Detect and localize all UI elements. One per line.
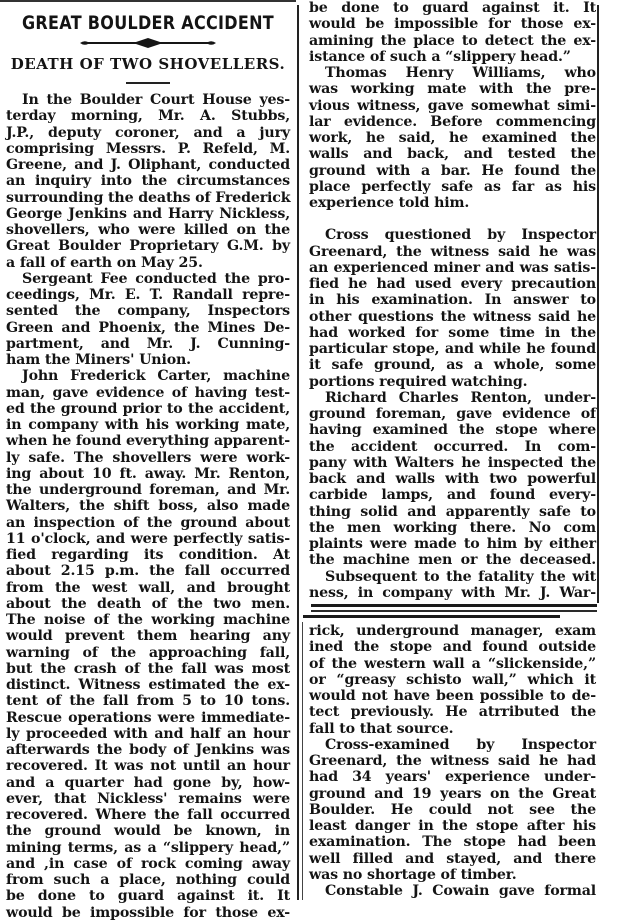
text-line: ground foreman, gave evidence of xyxy=(309,406,596,422)
text-line: an inquiry into the circumstances xyxy=(6,173,290,190)
text-line: it safe ground, as a whole, some xyxy=(309,357,596,374)
text-line: istance of such a “slippery head.” xyxy=(309,48,571,65)
text-line: mining terms, as a “slippery head,” xyxy=(6,839,290,856)
text-line: warning of the approaching fall, xyxy=(6,644,290,661)
text-line: partment, and Mr. J. Cunning- xyxy=(6,335,290,352)
text-line: Cross-examined by Inspector xyxy=(325,736,596,753)
text-line: Rescue operations were immediate- xyxy=(6,709,290,726)
right-bottom-text xyxy=(309,623,596,899)
text-line: the accident occurred. In com- xyxy=(309,438,596,455)
headline-ornament-divider xyxy=(78,37,218,49)
text-line: work, he said, he examined the xyxy=(309,130,596,146)
text-line: fall to that source. xyxy=(309,720,454,737)
text-line: rick, underground manager, exam xyxy=(309,623,596,639)
left-column xyxy=(6,0,291,921)
text-line: in his examination. In answer to xyxy=(309,292,596,309)
text-line: was working mate with the pre- xyxy=(309,81,596,98)
text-line: least danger in the stope after his xyxy=(309,818,596,834)
text-line: Cross questioned by Inspector xyxy=(325,227,596,244)
text-line: ly proceeded with and half an hour xyxy=(6,725,290,742)
text-line: Greenard, the witness said he had xyxy=(309,753,596,769)
text-line: shovellers, who were killed on the xyxy=(6,222,290,238)
text-line: and ,in case of rock coming away xyxy=(6,855,290,872)
text-line: the machine men or the deceased. xyxy=(309,552,596,569)
text-line: afterwards the body of Jenkins was xyxy=(6,742,290,758)
text-line: lar evidence. Before commencing xyxy=(309,113,596,130)
text-line: would be impossible for those ex- xyxy=(309,16,596,33)
text-line: distinct. Witness estimated the ex- xyxy=(6,677,290,693)
section-separator-rule-lower xyxy=(303,615,560,618)
text-line: an inspection of the ground about xyxy=(6,514,290,531)
text-line: of the western wall a “slickenside,” xyxy=(309,655,596,672)
text-line: terday morning, Mr. A. Stubbs, xyxy=(6,108,290,125)
text-line: ground with a bar. He found the xyxy=(309,162,596,179)
article-subheadline: DEATH OF TWO SHOVELLERS. xyxy=(10,55,286,73)
text-line: tect previously. He atrributed the xyxy=(309,704,596,721)
text-line: Richard Charles Renton, under- xyxy=(325,389,596,406)
column-divider-middle xyxy=(297,5,299,900)
section-separator-rule xyxy=(311,604,597,607)
text-line: other questions the witness said he xyxy=(309,308,596,325)
text-line: sented the company, Inspectors xyxy=(6,303,290,320)
text-line: plaints were made to him by either xyxy=(309,536,596,552)
text-line: about the death of the two men. xyxy=(6,595,290,612)
text-line: Greenard, the witness said he was xyxy=(309,243,596,260)
text-line: Sergeant Fee conducted the pro- xyxy=(22,270,290,287)
article-headline: GREAT BOULDER ACCIDENT xyxy=(21,11,275,34)
text-line: Boulder. He could not see the xyxy=(309,801,596,818)
text-line: the men working there. No com xyxy=(309,519,596,536)
text-line: in company with his working mate, xyxy=(6,417,290,433)
text-line: tent of the fall from 5 to 10 tons. xyxy=(6,693,290,710)
text-line: when he found everything apparent- xyxy=(6,433,290,450)
text-line: be done to guard against it. It xyxy=(309,0,596,16)
text-line: place perfectly safe as far as his xyxy=(309,178,596,195)
short-divider xyxy=(126,82,170,84)
text-line: be done to guard against it. It xyxy=(6,888,290,905)
text-line: recovered. It was not until an hour xyxy=(6,758,290,775)
text-line: amining the place to detect the ex- xyxy=(309,32,596,49)
text-line: fied he had used every precaution xyxy=(309,276,596,292)
text-line: from such a place, nothing could xyxy=(6,872,290,888)
text-line: well filled and stayed, and there xyxy=(309,850,596,867)
left-column-text xyxy=(6,92,290,921)
text-line: Thomas Henry Williams, who xyxy=(325,65,596,81)
text-line: but the crash of the fall was most xyxy=(6,660,290,677)
column-divider-lower xyxy=(302,622,303,900)
text-line: from the west wall, and brought xyxy=(6,579,290,596)
text-line: about 2.15 p.m. the fall occurred xyxy=(6,563,290,580)
text-line: would prevent them hearing any xyxy=(6,628,290,645)
text-line: ness, in company with Mr. J. War- xyxy=(309,584,596,601)
text-line: Great Boulder Proprietary G.M. by xyxy=(6,238,290,255)
text-line: Subsequent to the fatality the wit xyxy=(325,568,596,585)
text-line: John Frederick Carter, machine xyxy=(22,368,290,385)
text-line: comprising Messrs. P. Refeld, M. xyxy=(6,140,290,157)
text-line: Walters, the shift boss, also made xyxy=(6,498,290,515)
text-line: ceedings, Mr. E. T. Randall repre- xyxy=(6,287,290,303)
text-line: Greene, and J. Oliphant, conducted xyxy=(6,157,290,173)
text-line: Green and Phoenix, the Mines De- xyxy=(6,319,290,336)
text-line: pany with Walters he inspected the xyxy=(309,454,596,471)
text-line: experience told him. xyxy=(309,195,470,211)
text-line: would be impossible for those ex- xyxy=(6,904,290,921)
text-line: had worked for some time in the xyxy=(309,324,596,341)
right-column-bottom xyxy=(309,623,596,900)
text-line: vious witness, gave somewhat simi- xyxy=(309,97,596,114)
text-line: portions required watching. xyxy=(309,373,528,390)
text-line: examination. The stope had been xyxy=(309,834,596,851)
text-line: recovered. Where the fall occurred xyxy=(6,807,290,823)
text-line: J.P., deputy coroner, and a jury xyxy=(6,124,290,141)
text-line: had 34 years' experience under- xyxy=(309,769,596,786)
right-column-top xyxy=(309,0,596,601)
text-line: having examined the stope where xyxy=(309,422,596,439)
text-line: the ground would be known, in xyxy=(6,823,290,840)
text-line: back and walls with two powerful xyxy=(309,471,596,487)
text-line: ever, that Nickless' remains were xyxy=(6,790,290,807)
text-line: man, gave evidence of having test- xyxy=(6,384,290,401)
text-line: a fall of earth on May 25. xyxy=(6,254,203,271)
text-line: Constable J. Cowain gave formal xyxy=(325,883,596,899)
text-line: ly safe. The shovellers were work- xyxy=(6,449,290,466)
section-separator-rule-thin xyxy=(311,610,597,612)
text-line: or “greasy schisto wall,” which it xyxy=(309,671,596,688)
right-top-text xyxy=(309,0,596,601)
text-line: ground and 19 years on the Great xyxy=(309,785,596,802)
text-line: the underground foreman, and Mr. xyxy=(6,482,290,498)
text-line: surrounding the deaths of Frederick xyxy=(6,189,291,206)
text-line: ed the ground prior to the accident, xyxy=(6,400,290,417)
text-line: particular stope, and while he found xyxy=(309,341,596,357)
text-line: walls and back, and tested the xyxy=(309,146,596,163)
text-line: thing solid and apparently safe to xyxy=(309,503,596,520)
text-line: In the Boulder Court House yes- xyxy=(22,92,290,108)
text-line: George Jenkins and Harry Nickless, xyxy=(6,205,290,222)
text-line: ing about 10 ft. away. Mr. Renton, xyxy=(6,465,290,482)
text-line: fied regarding its condition. At xyxy=(6,547,290,563)
column-divider-right xyxy=(597,5,599,603)
text-line: ham the Miners' Union. xyxy=(6,352,191,368)
text-line: was no shortage of timber. xyxy=(309,866,517,883)
text-line: 11 o'clock, and were perfectly satis- xyxy=(6,530,290,547)
text-line: would not have been possible to de- xyxy=(309,688,596,704)
text-line: an experienced miner and was satis- xyxy=(309,259,596,276)
text-line: The noise of the working machine xyxy=(6,612,290,628)
text-line: carbide lamps, and found every- xyxy=(309,487,596,504)
text-line: ined the stope and found outside xyxy=(309,639,596,656)
text-line: and a quarter had gone by, how- xyxy=(6,774,290,791)
